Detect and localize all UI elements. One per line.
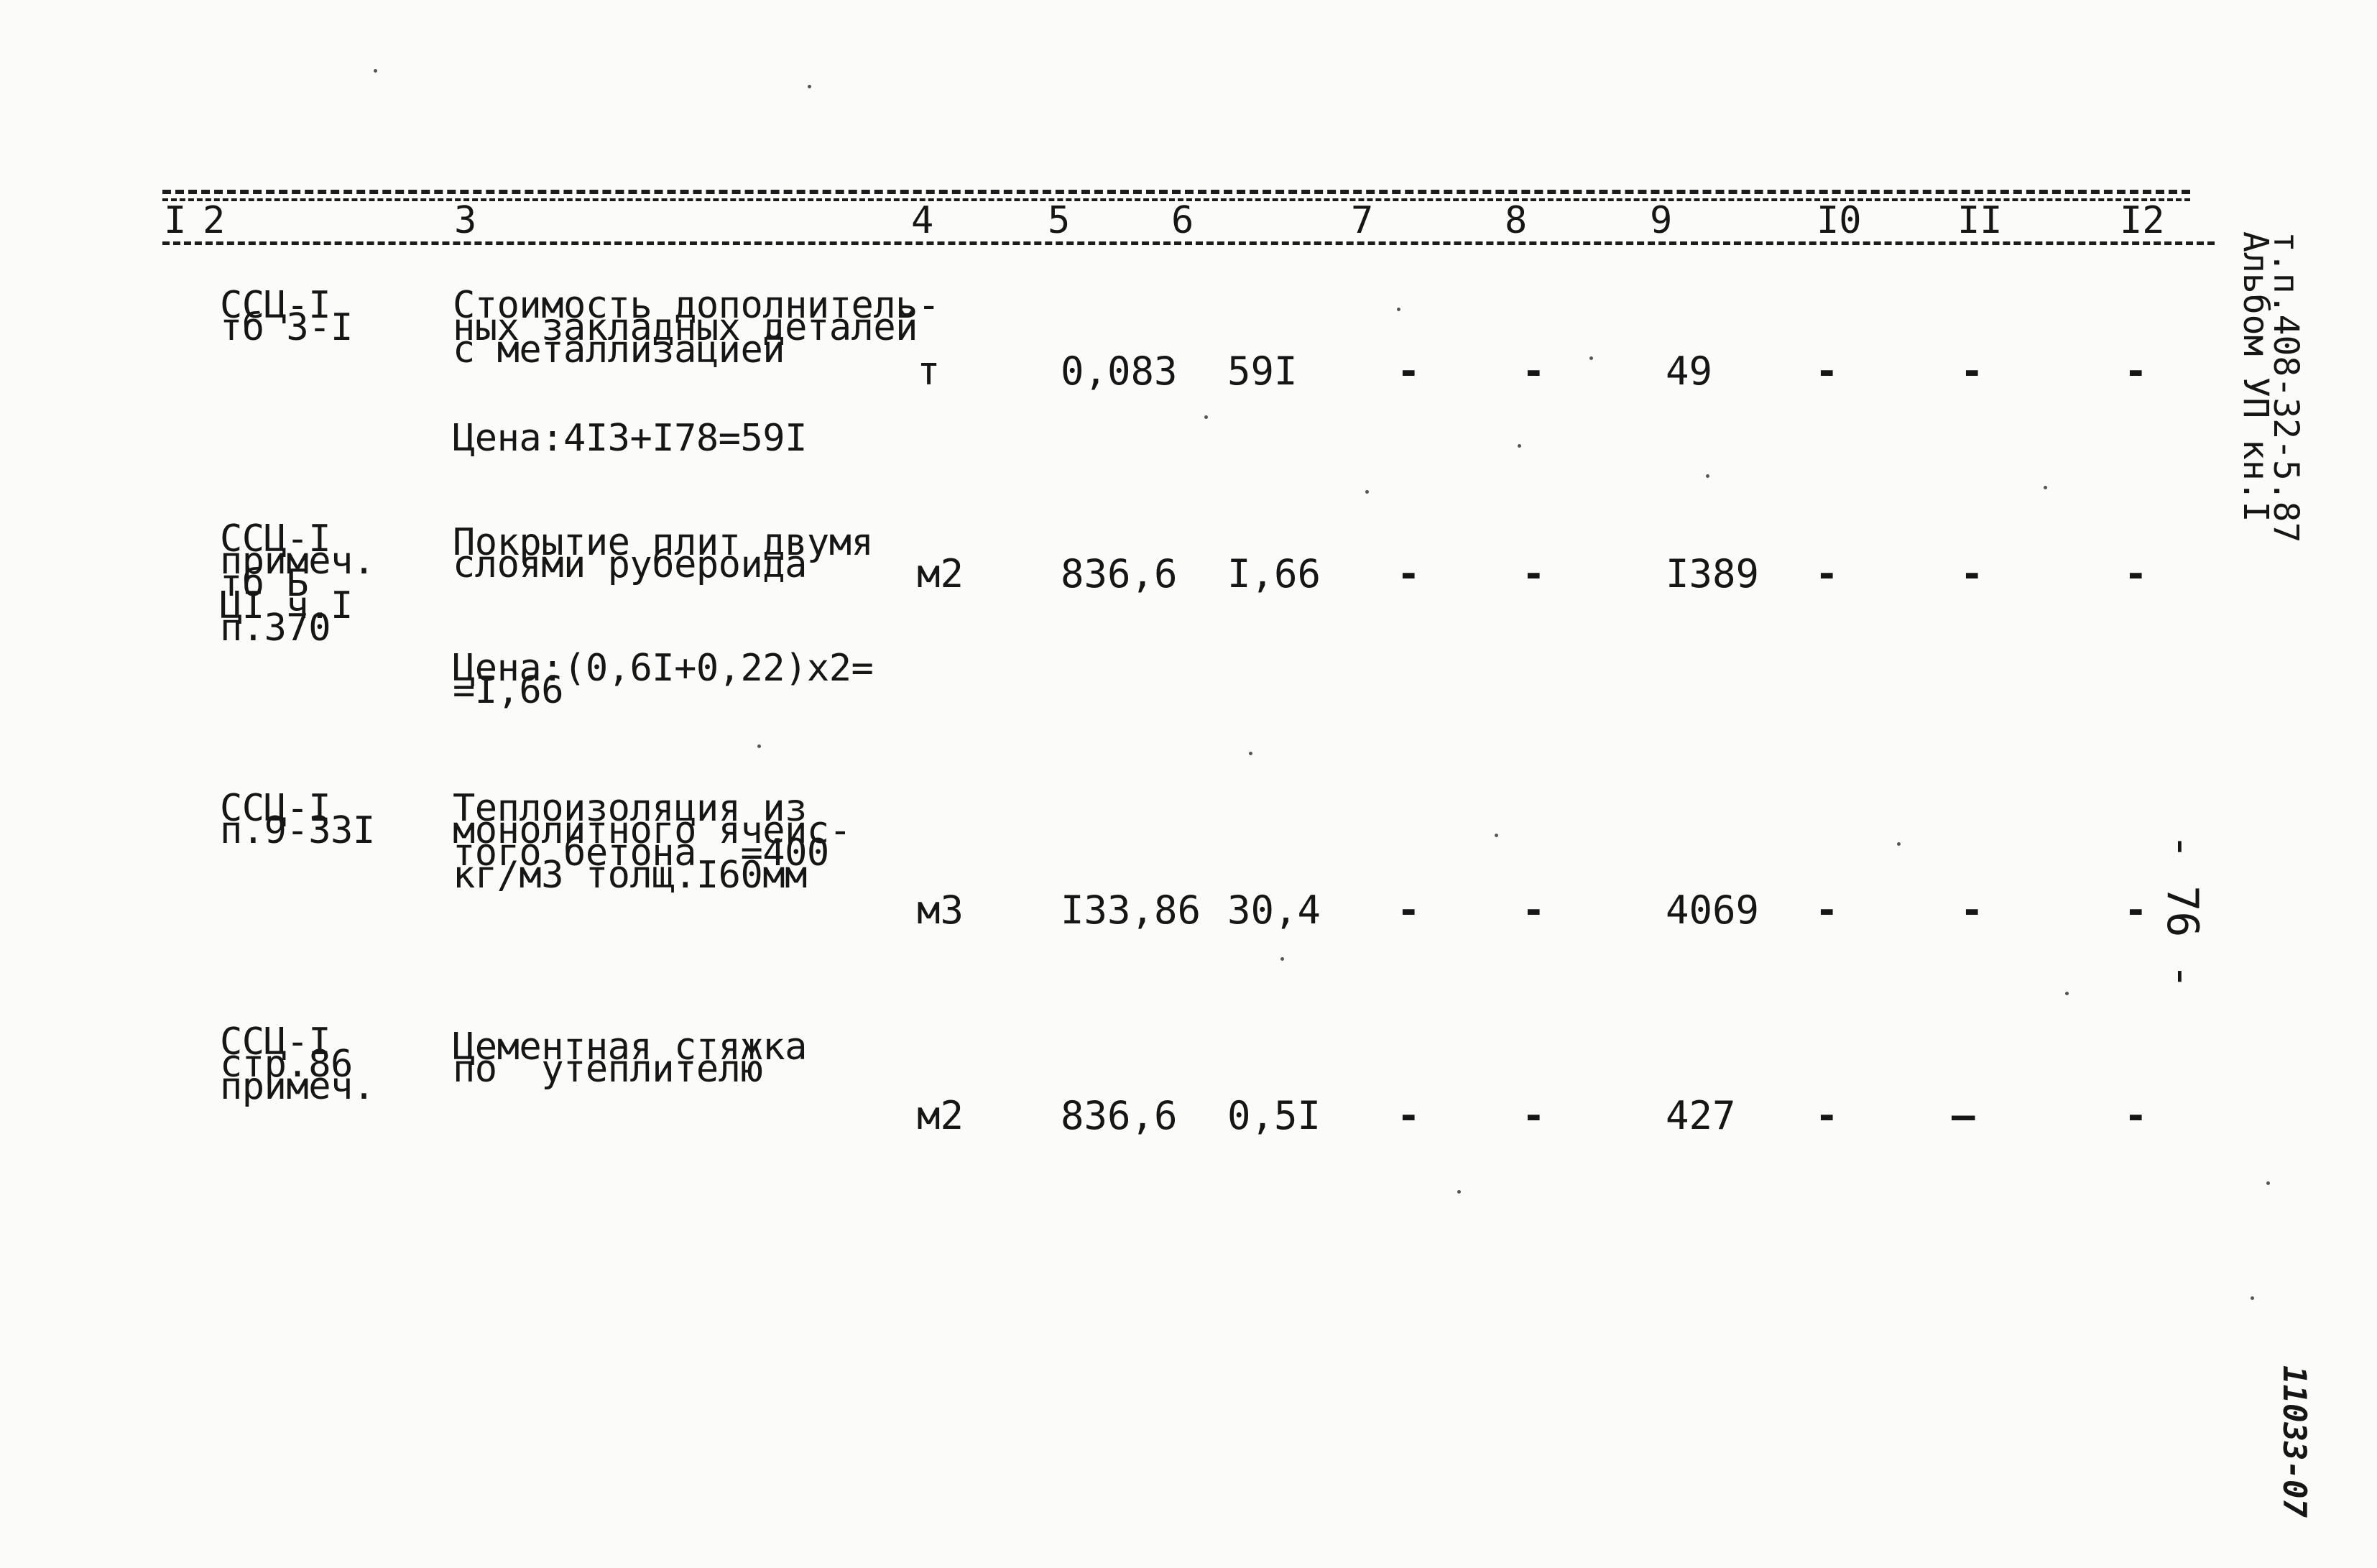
row-col8: - xyxy=(1522,551,1546,596)
header-rule-top xyxy=(162,190,2190,194)
row-total: I389 xyxy=(1666,551,1760,596)
row-quantity: 836,6 xyxy=(1061,1093,1178,1138)
row-total: 4069 xyxy=(1666,887,1760,933)
row-unit: м2 xyxy=(917,1093,964,1138)
column-header-7: 7 xyxy=(1351,199,1374,242)
row-col11: - xyxy=(1960,551,1984,596)
row-col12: - xyxy=(2124,551,2148,596)
scan-speck xyxy=(1365,490,1369,494)
row-description: Покрытие плит двумя слоями рубероида xyxy=(453,521,874,586)
row-price-note: Цена:(0,6I+0,22)х2= =I,66 xyxy=(453,647,874,712)
row-col10: - xyxy=(1815,1093,1839,1138)
scan-speck xyxy=(1495,834,1498,837)
archive-number: 11033-07 xyxy=(2276,1365,2312,1518)
row-unit: т xyxy=(917,349,941,394)
column-header-9: 9 xyxy=(1650,199,1673,242)
row-col7: - xyxy=(1397,349,1421,394)
scan-speck xyxy=(1897,842,1901,846)
scan-speck xyxy=(1249,752,1252,755)
row-unit: м3 xyxy=(917,887,964,933)
scan-speck xyxy=(2044,486,2047,489)
row-col12: - xyxy=(2124,1093,2148,1138)
row-col11: — xyxy=(1952,1093,1975,1138)
column-header-4: 4 xyxy=(911,199,934,242)
row-reference: ССЦ-I примеч. тб Б ЦI ч.I п.370 xyxy=(220,517,375,650)
scan-speck xyxy=(1706,474,1709,478)
row-unit: м2 xyxy=(917,551,964,596)
scan-speck xyxy=(2266,1181,2270,1185)
row-reference: ССЦ-I п.9-33I xyxy=(220,787,375,852)
scan-speck xyxy=(1280,957,1284,961)
side-title: т.п.408-32-5.87 Альбом УП кн.I xyxy=(2235,231,2306,543)
row-col7: - xyxy=(1397,887,1421,933)
row-reference: ССЦ-I тб 3-I xyxy=(220,284,353,349)
row-unit-cost: 30,4 xyxy=(1227,887,1321,933)
row-unit-cost: 59I xyxy=(1227,349,1298,394)
row-quantity: 0,083 xyxy=(1061,349,1178,394)
row-col12: - xyxy=(2124,349,2148,394)
row-col8: - xyxy=(1522,1093,1546,1138)
scan-speck xyxy=(1204,415,1208,419)
column-header-8: 8 xyxy=(1505,199,1528,242)
row-description: Теплоизоляция из монолитного ячеис- того бетона =400 кг/м3 толщ.I60мм xyxy=(453,787,851,897)
column-header-3: 3 xyxy=(454,199,477,242)
column-header-11: II xyxy=(1957,199,2003,242)
row-unit-cost: I,66 xyxy=(1227,551,1321,596)
scan-speck xyxy=(1518,444,1521,448)
column-header-10: I0 xyxy=(1817,199,1862,242)
row-col7: - xyxy=(1397,551,1421,596)
row-col12: - xyxy=(2124,887,2148,933)
row-price-note: Цена:4I3+I78=59I xyxy=(453,417,807,460)
row-reference: ССЦ-I стр.86 примеч. xyxy=(220,1020,375,1108)
row-col8: - xyxy=(1522,349,1546,394)
row-col10: - xyxy=(1815,349,1839,394)
row-col7: - xyxy=(1397,1093,1421,1138)
column-header-6: 6 xyxy=(1171,199,1194,242)
row-total: 49 xyxy=(1666,349,1713,394)
column-header-5: 5 xyxy=(1048,199,1071,242)
scan-speck xyxy=(1589,356,1593,360)
scan-speck xyxy=(757,744,761,748)
row-col11: - xyxy=(1960,887,1984,933)
row-unit-cost: 0,5I xyxy=(1227,1093,1321,1138)
row-col10: - xyxy=(1815,887,1839,933)
row-quantity: I33,86 xyxy=(1061,887,1201,933)
scan-speck xyxy=(374,69,377,73)
row-total: 427 xyxy=(1666,1093,1736,1138)
scan-speck xyxy=(808,85,811,88)
column-header-2: 2 xyxy=(203,199,226,242)
scan-speck xyxy=(1397,308,1400,311)
row-description: Цементная стяжка по утеплителю xyxy=(453,1025,807,1091)
row-col11: - xyxy=(1960,349,1984,394)
page-number: - 76 - xyxy=(2157,834,2207,990)
column-header-1: I xyxy=(164,199,187,242)
row-quantity: 836,6 xyxy=(1061,551,1178,596)
column-header-12: I2 xyxy=(2120,199,2165,242)
row-description: Стоимость дополнитель- ных закладных деталей с металлизацией xyxy=(453,284,940,372)
scan-speck xyxy=(2251,1296,2254,1300)
scan-speck xyxy=(2065,992,2069,995)
row-col8: - xyxy=(1522,887,1546,933)
row-col10: - xyxy=(1815,551,1839,596)
scan-speck xyxy=(1457,1190,1461,1194)
